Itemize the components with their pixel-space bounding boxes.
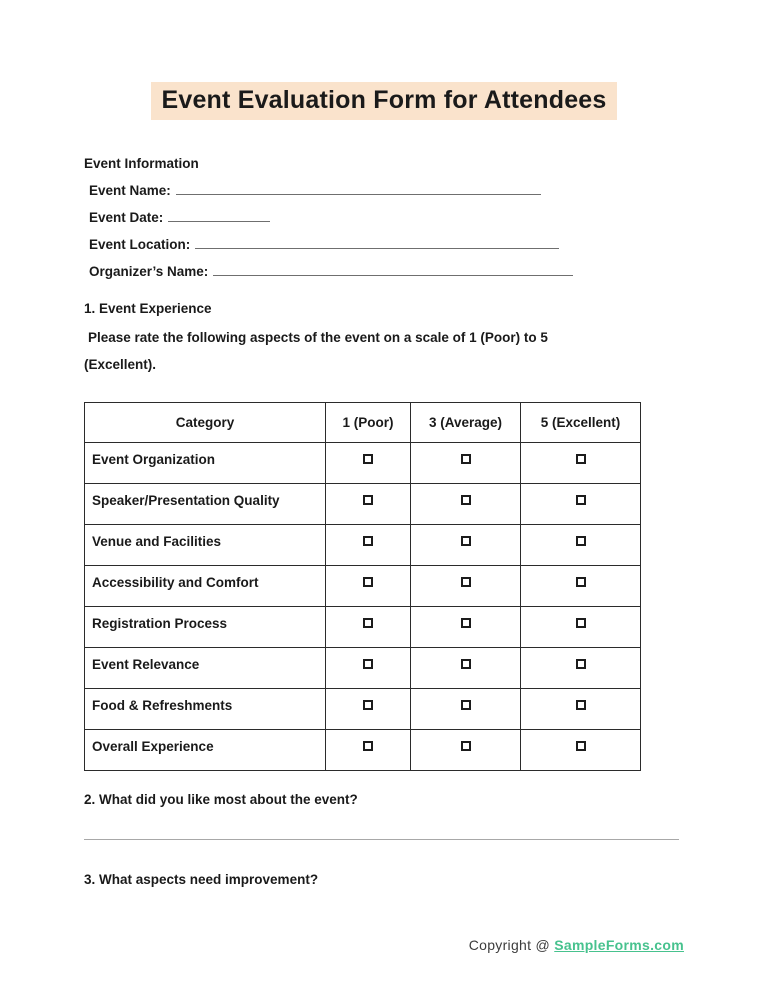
section1-description-line2: (Excellent).	[84, 357, 157, 372]
rating-cell	[326, 566, 411, 607]
section1-description-line1: Please rate the following aspects of the event on a scale of 1 (Poor) to 5	[88, 330, 548, 345]
rating-cell	[326, 443, 411, 484]
organizer-name-label: Organizer’s Name:	[89, 264, 209, 279]
event-information-fields	[84, 177, 684, 285]
copyright-text: Copyright @	[468, 937, 551, 953]
category-label: Registration Process	[85, 607, 326, 648]
rating-cell	[411, 566, 521, 607]
rating-cell	[326, 484, 411, 525]
section3-heading: 3. What aspects need improvement?	[84, 872, 319, 887]
rating-table	[84, 402, 641, 771]
event-name-label: Event Name:	[89, 183, 171, 198]
rating-cell	[521, 730, 641, 771]
event-name-field	[89, 177, 684, 204]
event-location-field	[89, 231, 684, 258]
rating-cell	[326, 730, 411, 771]
event-location-input-line[interactable]	[195, 235, 559, 249]
event-name-input-line[interactable]	[176, 181, 541, 195]
organizer-name-field	[89, 258, 684, 285]
form-body	[84, 156, 684, 953]
rating-cell	[411, 484, 521, 525]
rating-table-body	[85, 443, 641, 771]
rating-checkbox[interactable]	[461, 454, 471, 464]
category-label: Accessibility and Comfort	[85, 566, 326, 607]
rating-checkbox[interactable]	[363, 454, 373, 464]
rating-checkbox[interactable]	[576, 495, 586, 505]
category-label: Event Organization	[85, 443, 326, 484]
rating-checkbox[interactable]	[363, 577, 373, 587]
rating-cell	[521, 443, 641, 484]
rating-cell	[411, 648, 521, 689]
rating-cell	[411, 525, 521, 566]
page-title: Event Evaluation Form for Attendees	[151, 82, 616, 120]
rating-table-head-row	[85, 403, 641, 443]
rating-checkbox[interactable]	[461, 495, 471, 505]
rating-cell	[411, 607, 521, 648]
rating-checkbox[interactable]	[576, 741, 586, 751]
rating-cell	[326, 689, 411, 730]
column-header: 1 (Poor)	[326, 403, 411, 443]
section1-heading: 1. Event Experience	[84, 301, 212, 316]
rating-checkbox[interactable]	[576, 659, 586, 669]
rating-cell	[521, 689, 641, 730]
rating-checkbox[interactable]	[461, 577, 471, 587]
rating-checkbox[interactable]	[576, 577, 586, 587]
footer	[84, 937, 684, 953]
category-label: Venue and Facilities	[85, 525, 326, 566]
organizer-name-input-line[interactable]	[213, 262, 573, 276]
column-header: 5 (Excellent)	[521, 403, 641, 443]
table-row	[85, 607, 641, 648]
page-header	[0, 0, 768, 120]
rating-checkbox[interactable]	[363, 741, 373, 751]
category-label: Food & Refreshments	[85, 689, 326, 730]
rating-checkbox[interactable]	[576, 454, 586, 464]
section2-heading: 2. What did you like most about the event?	[84, 792, 358, 807]
sampleforms-link[interactable]: SampleForms.com	[554, 937, 684, 953]
rating-checkbox[interactable]	[363, 700, 373, 710]
rating-cell	[326, 525, 411, 566]
table-row	[85, 689, 641, 730]
rating-cell	[521, 607, 641, 648]
category-label: Speaker/Presentation Quality	[85, 484, 326, 525]
rating-cell	[411, 443, 521, 484]
table-row	[85, 443, 641, 484]
rating-cell	[521, 484, 641, 525]
rating-checkbox[interactable]	[363, 659, 373, 669]
rating-cell	[521, 648, 641, 689]
rating-checkbox[interactable]	[363, 618, 373, 628]
column-header: Category	[85, 403, 326, 443]
table-row	[85, 648, 641, 689]
rating-checkbox[interactable]	[576, 618, 586, 628]
category-label: Event Relevance	[85, 648, 326, 689]
rating-checkbox[interactable]	[461, 700, 471, 710]
rating-checkbox[interactable]	[363, 495, 373, 505]
rating-cell	[411, 730, 521, 771]
table-row	[85, 730, 641, 771]
event-date-field	[89, 204, 684, 231]
rating-checkbox[interactable]	[363, 536, 373, 546]
table-row	[85, 484, 641, 525]
rating-checkbox[interactable]	[576, 536, 586, 546]
table-row	[85, 566, 641, 607]
section2-answer-line[interactable]	[84, 839, 679, 840]
event-date-label: Event Date:	[89, 210, 164, 225]
rating-cell	[326, 607, 411, 648]
rating-checkbox[interactable]	[461, 741, 471, 751]
rating-checkbox[interactable]	[461, 659, 471, 669]
rating-cell	[521, 525, 641, 566]
rating-checkbox[interactable]	[461, 618, 471, 628]
rating-cell	[411, 689, 521, 730]
rating-cell	[521, 566, 641, 607]
category-label: Overall Experience	[85, 730, 326, 771]
rating-checkbox[interactable]	[576, 700, 586, 710]
event-location-label: Event Location:	[89, 237, 191, 252]
event-information-heading: Event Information	[84, 156, 199, 171]
event-date-input-line[interactable]	[168, 208, 270, 222]
table-row	[85, 525, 641, 566]
rating-checkbox[interactable]	[461, 536, 471, 546]
column-header: 3 (Average)	[411, 403, 521, 443]
rating-cell	[326, 648, 411, 689]
